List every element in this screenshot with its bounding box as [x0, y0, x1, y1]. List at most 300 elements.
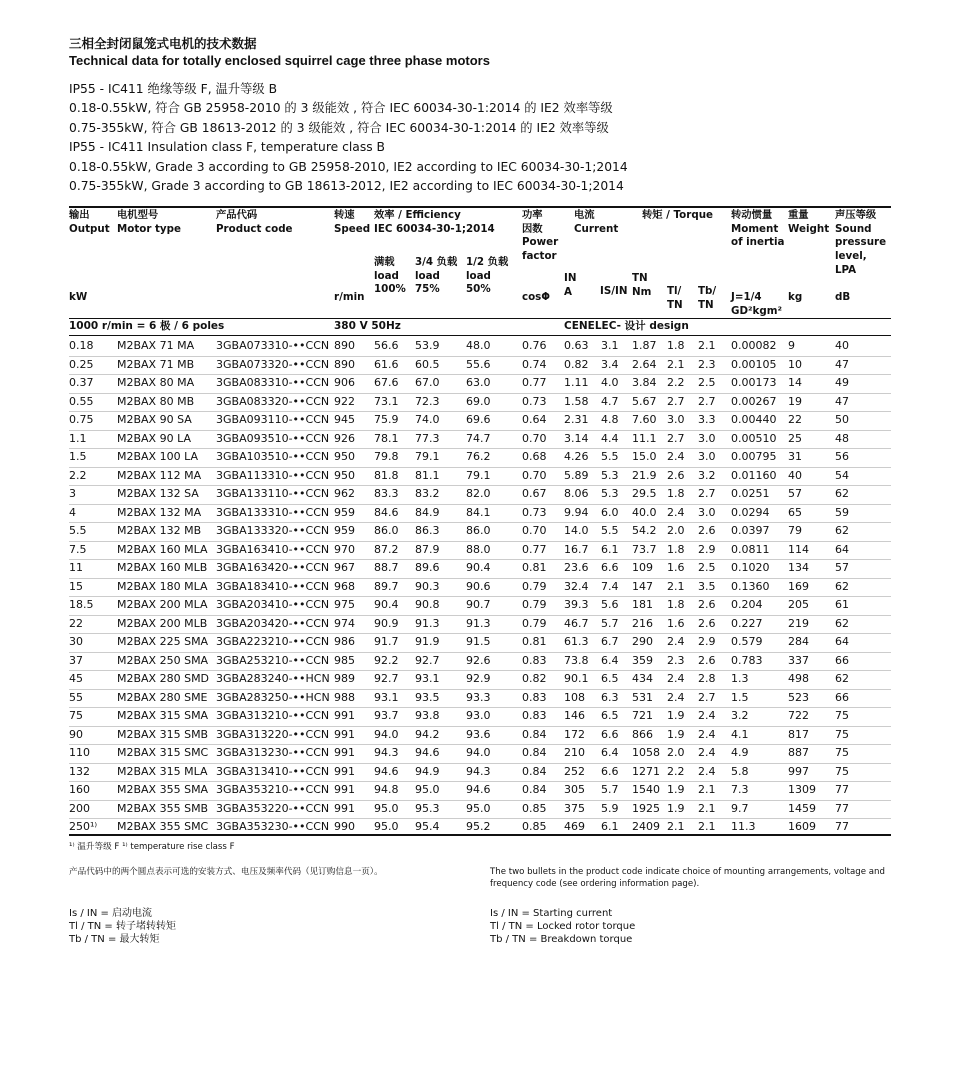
cell-torque-tn: 531 — [632, 690, 653, 704]
table-row — [69, 707, 891, 726]
cell-product-code: 3GBA183410-••CCN — [216, 579, 330, 593]
cell-eff-75: 95.4 — [415, 820, 440, 833]
note-english: The two bullets in the product code indicate choice of mounting arrangements, voltage and frequency code (see ordering information page). — [490, 867, 885, 889]
cell-current-in: 305 — [564, 783, 585, 796]
cell-motor-type: M2BAX 315 SMA — [117, 709, 209, 722]
cell-torque-tn: 3.84 — [632, 376, 657, 389]
cell-eff-100: 84.6 — [374, 505, 399, 519]
cell-current-in: 210 — [564, 746, 585, 759]
cell-motor-type: M2BAX 280 SMD — [117, 672, 210, 685]
cell-eff-50: 69.6 — [466, 413, 491, 426]
cell-weight: 722 — [788, 709, 809, 722]
cell-power-factor: 0.84 — [522, 727, 547, 741]
cell-eff-50: 95.0 — [466, 801, 491, 815]
cell-sound: 64 — [835, 542, 849, 556]
cell-tl-tn: 1.9 — [667, 801, 685, 815]
cell-is-in-ratio: 6.5 — [601, 709, 619, 722]
cell-power-factor: 0.73 — [522, 505, 547, 519]
header-weight: 重量 Weight — [788, 209, 830, 235]
cell-is-in-ratio: 5.5 — [601, 524, 619, 537]
cell-tb-tn: 2.4 — [698, 709, 716, 722]
cell-weight: 22 — [788, 413, 802, 426]
table-row — [69, 393, 891, 412]
cell-torque-tn: 866 — [632, 727, 653, 741]
cell-eff-50: 88.0 — [466, 542, 491, 556]
cell-output: 200 — [69, 801, 90, 815]
cell-eff-75: 83.2 — [415, 487, 440, 500]
intro-line: 0.75-355kW, 符合 GB 18613-2012 的 3 级能效 , 符合 IEC 60034-30-1:2014 的 IE2 效率等级 — [69, 120, 609, 135]
cell-inertia: 0.227 — [731, 616, 763, 630]
cell-torque-tn: 2.64 — [632, 357, 657, 371]
cell-sound: 77 — [835, 783, 849, 796]
cell-output: 30 — [69, 635, 83, 648]
cell-sound: 40 — [835, 339, 849, 352]
cell-output: 5.5 — [69, 524, 87, 537]
group-rule — [69, 335, 891, 336]
header-tl-label: Tl/ TN — [667, 285, 683, 311]
cell-inertia: 0.00105 — [731, 357, 777, 371]
cell-product-code: 3GBA133320-••CCN — [216, 524, 330, 537]
cell-eff-50: 84.1 — [466, 505, 491, 519]
cell-tl-tn: 1.6 — [667, 616, 685, 630]
header-unit-db: dB — [835, 291, 851, 303]
cell-tb-tn: 2.6 — [698, 616, 716, 630]
header-unit-cos: cosΦ — [522, 291, 551, 303]
cell-is-in-ratio: 6.4 — [601, 653, 619, 667]
cell-output: 0.37 — [69, 376, 94, 389]
table-row — [69, 504, 891, 523]
cell-output: 11 — [69, 561, 83, 574]
cell-inertia: 0.00440 — [731, 413, 777, 426]
table-row — [69, 578, 891, 597]
cell-eff-50: 76.2 — [466, 450, 491, 463]
cell-speed: 990 — [334, 820, 355, 833]
cell-motor-type: M2BAX 250 SMA — [117, 653, 209, 667]
group-voltage: 380 V 50Hz — [334, 320, 401, 332]
cell-inertia: 0.00267 — [731, 394, 777, 408]
cell-sound: 66 — [835, 690, 849, 704]
cell-motor-type: M2BAX 355 SMA — [117, 783, 209, 796]
table-row — [69, 541, 891, 560]
cell-motor-type: M2BAX 160 MLA — [117, 542, 208, 556]
cell-inertia: 4.9 — [731, 746, 749, 759]
cell-current-in: 4.26 — [564, 450, 589, 463]
cell-tb-tn: 2.6 — [698, 598, 716, 611]
cell-tb-tn: 2.6 — [698, 653, 716, 667]
cell-product-code: 3GBA313220-••CCN — [216, 727, 330, 741]
cell-weight: 523 — [788, 690, 809, 704]
cell-eff-75: 84.9 — [415, 505, 440, 519]
cell-speed: 975 — [334, 598, 355, 611]
cell-product-code: 3GBA203420-••CCN — [216, 616, 330, 630]
cell-eff-50: 90.6 — [466, 579, 491, 593]
cell-eff-75: 93.5 — [415, 690, 440, 704]
cell-is-in-ratio: 5.7 — [601, 616, 619, 630]
cell-product-code: 3GBA083320-••CCN — [216, 394, 330, 408]
cell-is-in-ratio: 5.5 — [601, 450, 619, 463]
cell-torque-tn: 1.87 — [632, 339, 657, 352]
cell-torque-tn: 40.0 — [632, 505, 657, 519]
cell-product-code: 3GBA093510-••CCN — [216, 431, 330, 445]
cell-inertia: 0.1360 — [731, 579, 770, 593]
cell-is-in-ratio: 6.1 — [601, 820, 619, 833]
cell-torque-tn: 359 — [632, 653, 653, 667]
cell-product-code: 3GBA203410-••CCN — [216, 598, 330, 611]
cell-weight: 9 — [788, 339, 795, 352]
cell-power-factor: 0.83 — [522, 653, 547, 667]
cell-tb-tn: 2.5 — [698, 561, 716, 574]
cell-sound: 62 — [835, 672, 849, 685]
cell-eff-50: 92.9 — [466, 672, 491, 685]
cell-weight: 14 — [788, 376, 802, 389]
cell-inertia: 4.1 — [731, 727, 749, 741]
cell-power-factor: 0.79 — [522, 579, 547, 593]
cell-product-code: 3GBA073320-••CCN — [216, 357, 330, 371]
header-motor-type: 电机型号 Motor type — [117, 209, 181, 235]
cell-sound: 47 — [835, 357, 849, 371]
cell-speed: 922 — [334, 394, 355, 408]
cell-sound: 75 — [835, 709, 849, 722]
cell-weight: 134 — [788, 561, 809, 574]
cell-tb-tn: 2.9 — [698, 542, 716, 556]
cell-output: 7.5 — [69, 542, 87, 556]
cell-eff-75: 94.2 — [415, 727, 440, 741]
cell-speed: 991 — [334, 801, 355, 815]
cell-speed: 890 — [334, 357, 355, 371]
cell-weight: 169 — [788, 579, 809, 593]
cell-sound: 48 — [835, 431, 849, 445]
cell-is-in-ratio: 5.3 — [601, 468, 619, 482]
cell-product-code: 3GBA113310-••CCN — [216, 468, 330, 482]
cell-output: 0.18 — [69, 339, 94, 352]
table-row — [69, 430, 891, 449]
cell-tb-tn: 2.9 — [698, 635, 716, 648]
cell-tl-tn: 1.9 — [667, 783, 685, 796]
cell-tb-tn: 2.3 — [698, 357, 716, 371]
cell-eff-100: 91.7 — [374, 635, 399, 648]
cell-speed: 991 — [334, 727, 355, 741]
cell-tb-tn: 2.4 — [698, 727, 716, 741]
cell-current-in: 252 — [564, 764, 585, 778]
cell-inertia: 0.0811 — [731, 542, 770, 556]
cell-is-in-ratio: 6.6 — [601, 727, 619, 741]
cell-weight: 205 — [788, 598, 809, 611]
cell-product-code: 3GBA313230-••CCN — [216, 746, 330, 759]
cell-product-code: 3GBA093110-••CCN — [216, 413, 330, 426]
cell-tl-tn: 1.8 — [667, 542, 685, 556]
cell-inertia: 5.8 — [731, 764, 749, 778]
cell-output: 4 — [69, 505, 76, 519]
cell-sound: 64 — [835, 635, 849, 648]
cell-weight: 284 — [788, 635, 809, 648]
header-inertia: 转动惯量 Moment of inertia — [731, 209, 785, 248]
cell-motor-type: M2BAX 180 MLA — [117, 579, 208, 593]
cell-product-code: 3GBA223210-••CCN — [216, 635, 330, 648]
header-pf: 功率 因数 Power factor — [522, 209, 559, 262]
cell-eff-100: 61.6 — [374, 357, 399, 371]
intro-line: IP55 - IC411 Insulation class F, temperature class B — [69, 140, 385, 155]
cell-eff-75: 74.0 — [415, 413, 440, 426]
cell-torque-tn: 21.9 — [632, 468, 657, 482]
cell-eff-50: 74.7 — [466, 431, 491, 445]
legend-item: Is / IN = Starting current — [490, 908, 613, 919]
cell-inertia: 0.00795 — [731, 450, 777, 463]
cell-output: 1.1 — [69, 431, 87, 445]
cell-eff-100: 75.9 — [374, 413, 399, 426]
cell-eff-50: 79.1 — [466, 468, 491, 482]
cell-current-in: 0.63 — [564, 339, 589, 352]
cell-torque-tn: 11.1 — [632, 431, 657, 445]
cell-eff-100: 56.6 — [374, 339, 399, 352]
cell-sound: 50 — [835, 413, 849, 426]
cell-speed: 970 — [334, 542, 355, 556]
cell-eff-100: 93.7 — [374, 709, 399, 722]
cell-eff-75: 90.8 — [415, 598, 440, 611]
cell-is-in-ratio: 7.4 — [601, 579, 619, 593]
cell-inertia: 1.3 — [731, 672, 749, 685]
cell-speed: 950 — [334, 450, 355, 463]
header-in-label: IN A — [564, 272, 577, 298]
cell-motor-type: M2BAX 132 MB — [117, 524, 202, 537]
cell-motor-type: M2BAX 355 SMB — [117, 801, 209, 815]
cell-is-in-ratio: 6.5 — [601, 672, 619, 685]
cell-inertia: 0.00510 — [731, 431, 777, 445]
cell-motor-type: M2BAX 315 MLA — [117, 764, 208, 778]
title-chinese: 三相全封闭鼠笼式电机的技术数据 — [69, 36, 257, 51]
cell-eff-100: 92.7 — [374, 672, 399, 685]
intro-line: 0.75-355kW, Grade 3 according to GB 18613-2012, IE2 according to IEC 60034-30-1;2014 — [69, 179, 624, 194]
cell-weight: 40 — [788, 468, 802, 482]
cell-eff-50: 91.3 — [466, 616, 491, 630]
cell-motor-type: M2BAX 355 SMC — [117, 820, 209, 833]
cell-tl-tn: 1.6 — [667, 561, 685, 574]
cell-sound: 77 — [835, 820, 849, 833]
table-row — [69, 485, 891, 504]
legend-chinese — [69, 907, 176, 947]
cell-power-factor: 0.84 — [522, 783, 547, 796]
cell-inertia: 0.0251 — [731, 487, 770, 500]
cell-speed: 991 — [334, 709, 355, 722]
cell-product-code: 3GBA313210-••CCN — [216, 709, 330, 722]
cell-tl-tn: 2.0 — [667, 746, 685, 759]
table-bottom-rule — [69, 834, 891, 836]
cell-tl-tn: 2.6 — [667, 468, 685, 482]
cell-current-in: 375 — [564, 801, 585, 815]
cell-product-code: 3GBA353220-••CCN — [216, 801, 330, 815]
cell-speed: 991 — [334, 783, 355, 796]
cell-eff-100: 90.9 — [374, 616, 399, 630]
cell-sound: 54 — [835, 468, 849, 482]
cell-sound: 75 — [835, 727, 849, 741]
cell-inertia: 1.5 — [731, 690, 749, 704]
cell-sound: 61 — [835, 598, 849, 611]
cell-motor-type: M2BAX 315 SMB — [117, 727, 209, 741]
cell-eff-75: 86.3 — [415, 524, 440, 537]
cell-eff-100: 67.6 — [374, 376, 399, 389]
cell-tb-tn: 3.5 — [698, 579, 716, 593]
cell-torque-tn: 1540 — [632, 783, 660, 796]
cell-output: 55 — [69, 690, 83, 704]
cell-output: 110 — [69, 746, 90, 759]
cell-inertia: 0.00082 — [731, 339, 777, 352]
cell-power-factor: 0.85 — [522, 820, 547, 833]
cell-weight: 65 — [788, 505, 802, 519]
cell-eff-50: 94.6 — [466, 783, 491, 796]
table-row — [69, 374, 891, 393]
cell-inertia: 0.01160 — [731, 468, 777, 482]
cell-weight: 219 — [788, 616, 809, 630]
table-row — [69, 744, 891, 763]
cell-weight: 1309 — [788, 783, 816, 796]
note-chinese: 产品代码中的两个圆点表示可选的安装方式、电压及频率代码（见订购信息一页）。 — [69, 867, 383, 877]
cell-power-factor: 0.81 — [522, 561, 547, 574]
table-row — [69, 467, 891, 486]
cell-motor-type: M2BAX 280 SME — [117, 690, 208, 704]
cell-sound: 56 — [835, 450, 849, 463]
cell-tl-tn: 1.8 — [667, 339, 685, 352]
header-current: 电流 Current — [574, 209, 619, 235]
cell-inertia: 0.1020 — [731, 561, 770, 574]
cell-tl-tn: 2.4 — [667, 672, 685, 685]
cell-eff-75: 90.3 — [415, 579, 440, 593]
cell-eff-75: 81.1 — [415, 468, 440, 482]
cell-inertia: 7.3 — [731, 783, 749, 796]
cell-tb-tn: 2.1 — [698, 339, 716, 352]
header-unit-kg: kg — [788, 291, 803, 303]
cell-power-factor: 0.77 — [522, 542, 547, 556]
cell-inertia: 0.783 — [731, 653, 763, 667]
cell-eff-50: 82.0 — [466, 487, 491, 500]
table-row — [69, 615, 891, 634]
cell-output: 0.55 — [69, 394, 94, 408]
cell-speed: 967 — [334, 561, 355, 574]
cell-current-in: 0.82 — [564, 357, 589, 371]
cell-eff-75: 72.3 — [415, 394, 440, 408]
cell-current-in: 46.7 — [564, 616, 589, 630]
cell-weight: 1459 — [788, 801, 816, 815]
cell-torque-tn: 2409 — [632, 820, 660, 833]
cell-speed: 991 — [334, 764, 355, 778]
cell-power-factor: 0.76 — [522, 339, 547, 352]
cell-output: 45 — [69, 672, 83, 685]
cell-speed: 945 — [334, 413, 355, 426]
cell-power-factor: 0.70 — [522, 431, 547, 445]
intro-block — [69, 80, 628, 196]
cell-is-in-ratio: 6.6 — [601, 561, 619, 574]
cell-current-in: 32.4 — [564, 579, 589, 593]
cell-torque-tn: 434 — [632, 672, 653, 685]
cell-tl-tn: 2.4 — [667, 635, 685, 648]
cell-eff-75: 94.6 — [415, 746, 440, 759]
cell-eff-100: 86.0 — [374, 524, 399, 537]
legend-item: Tb / TN = 最大转矩 — [69, 934, 160, 946]
cell-tb-tn: 3.2 — [698, 468, 716, 482]
cell-motor-type: M2BAX 80 MA — [117, 376, 195, 389]
cell-motor-type: M2BAX 80 MB — [117, 394, 195, 408]
cell-torque-tn: 290 — [632, 635, 653, 648]
cell-weight: 10 — [788, 357, 802, 371]
cell-is-in-ratio: 6.1 — [601, 542, 619, 556]
group-cenelec: CENELEC- 设计 design — [564, 320, 689, 332]
cell-eff-75: 89.6 — [415, 561, 440, 574]
cell-current-in: 5.89 — [564, 468, 589, 482]
cell-weight: 887 — [788, 746, 809, 759]
cell-eff-75: 60.5 — [415, 357, 440, 371]
cell-tl-tn: 2.7 — [667, 394, 685, 408]
cell-is-in-ratio: 6.4 — [601, 746, 619, 759]
header-speed: 转速 Speed — [334, 209, 371, 235]
cell-torque-tn: 109 — [632, 561, 653, 574]
cell-output: 0.75 — [69, 413, 94, 426]
cell-eff-75: 87.9 — [415, 542, 440, 556]
cell-motor-type: M2BAX 71 MA — [117, 339, 195, 352]
cell-power-factor: 0.73 — [522, 394, 547, 408]
cell-weight: 19 — [788, 394, 802, 408]
cell-weight: 817 — [788, 727, 809, 741]
cell-tb-tn: 3.0 — [698, 450, 716, 463]
table-row — [69, 448, 891, 467]
cell-is-in-ratio: 4.4 — [601, 431, 619, 445]
header-tb-label: Tb/ TN — [698, 285, 717, 311]
cell-is-in-ratio: 5.6 — [601, 598, 619, 611]
cell-sound: 75 — [835, 746, 849, 759]
cell-output: 75 — [69, 709, 83, 722]
cell-weight: 498 — [788, 672, 809, 685]
cell-is-in-ratio: 6.3 — [601, 690, 619, 704]
cell-current-in: 39.3 — [564, 598, 589, 611]
table-row — [69, 356, 891, 375]
cell-speed: 988 — [334, 690, 355, 704]
cell-weight: 57 — [788, 487, 802, 500]
cell-speed: 991 — [334, 746, 355, 759]
cell-power-factor: 0.85 — [522, 801, 547, 815]
cell-sound: 66 — [835, 653, 849, 667]
cell-sound: 62 — [835, 579, 849, 593]
cell-tb-tn: 2.8 — [698, 672, 716, 685]
cell-speed: 989 — [334, 672, 355, 685]
cell-tb-tn: 2.4 — [698, 764, 716, 778]
cell-tl-tn: 3.0 — [667, 413, 685, 426]
cell-power-factor: 0.83 — [522, 709, 547, 722]
legend-english — [490, 907, 635, 947]
table-row — [69, 726, 891, 745]
cell-speed: 950 — [334, 468, 355, 482]
cell-power-factor: 0.79 — [522, 616, 547, 630]
cell-output: 90 — [69, 727, 83, 741]
cell-motor-type: M2BAX 315 SMC — [117, 746, 209, 759]
cell-eff-50: 55.6 — [466, 357, 491, 371]
cell-eff-75: 91.3 — [415, 616, 440, 630]
cell-product-code: 3GBA073310-••CCN — [216, 339, 330, 352]
table-row — [69, 411, 891, 430]
cell-eff-100: 78.1 — [374, 431, 399, 445]
cell-sound: 62 — [835, 616, 849, 630]
cell-current-in: 108 — [564, 690, 585, 704]
cell-output: 22 — [69, 616, 83, 630]
cell-power-factor: 0.79 — [522, 598, 547, 611]
cell-tl-tn: 1.9 — [667, 727, 685, 741]
cell-current-in: 90.1 — [564, 672, 589, 685]
cell-tl-tn: 2.3 — [667, 653, 685, 667]
table-row — [69, 763, 891, 782]
cell-power-factor: 0.77 — [522, 376, 547, 389]
legend-item: Tb / TN = Breakdown torque — [490, 934, 633, 946]
cell-speed: 974 — [334, 616, 355, 630]
table-top-rule — [69, 206, 891, 208]
header-lpa: LPA — [835, 264, 857, 276]
cell-torque-tn: 216 — [632, 616, 653, 630]
cell-weight: 79 — [788, 524, 802, 537]
